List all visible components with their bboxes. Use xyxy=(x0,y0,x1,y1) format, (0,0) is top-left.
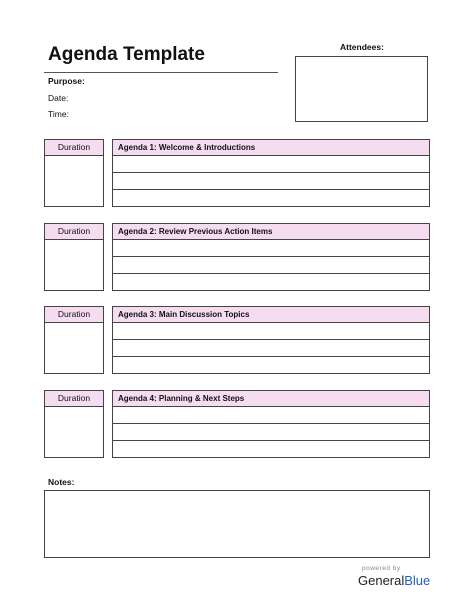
duration-field[interactable] xyxy=(44,239,104,291)
notes-box[interactable] xyxy=(44,490,430,558)
agenda-line[interactable] xyxy=(112,274,430,291)
duration-header: Duration xyxy=(44,223,104,240)
agenda-line[interactable] xyxy=(112,441,430,458)
agenda-title: Agenda 3: Main Discussion Topics xyxy=(112,306,430,323)
agenda-title: Agenda 4: Planning & Next Steps xyxy=(112,390,430,407)
agenda-block-3 xyxy=(44,306,430,374)
agenda-block-4 xyxy=(44,390,430,458)
agenda-title: Agenda 2: Review Previous Action Items xyxy=(112,223,430,240)
agenda-line[interactable] xyxy=(112,323,430,340)
agenda-line[interactable] xyxy=(112,156,430,173)
attendees-label: Attendees: xyxy=(340,42,384,52)
duration-header: Duration xyxy=(44,306,104,323)
agenda-line[interactable] xyxy=(112,257,430,274)
agenda-title: Agenda 1: Welcome & Introductions xyxy=(112,139,430,156)
purpose-label: Purpose: xyxy=(48,76,85,86)
page-title: Agenda Template xyxy=(48,44,205,65)
agenda-line[interactable] xyxy=(112,407,430,424)
agenda-line[interactable] xyxy=(112,357,430,374)
agenda-line[interactable] xyxy=(112,340,430,357)
time-label: Time: xyxy=(48,109,69,119)
powered-by-text: powered by xyxy=(362,565,401,572)
notes-label: Notes: xyxy=(48,477,75,487)
duration-header: Duration xyxy=(44,139,104,156)
brand-blue: Blue xyxy=(404,573,431,588)
agenda-line[interactable] xyxy=(112,190,430,207)
title-underline xyxy=(44,72,278,73)
generalblue-logo[interactable] xyxy=(358,573,430,588)
attendees-box[interactable] xyxy=(295,56,428,122)
agenda-line[interactable] xyxy=(112,424,430,441)
agenda-block-1 xyxy=(44,139,430,207)
agenda-line[interactable] xyxy=(112,173,430,190)
agenda-block-2 xyxy=(44,223,430,291)
duration-field[interactable] xyxy=(44,406,104,458)
duration-field[interactable] xyxy=(44,322,104,374)
duration-field[interactable] xyxy=(44,155,104,207)
date-label: Date: xyxy=(48,93,69,103)
agenda-line[interactable] xyxy=(112,240,430,257)
brand-general: General xyxy=(358,573,405,588)
duration-header: Duration xyxy=(44,390,104,407)
